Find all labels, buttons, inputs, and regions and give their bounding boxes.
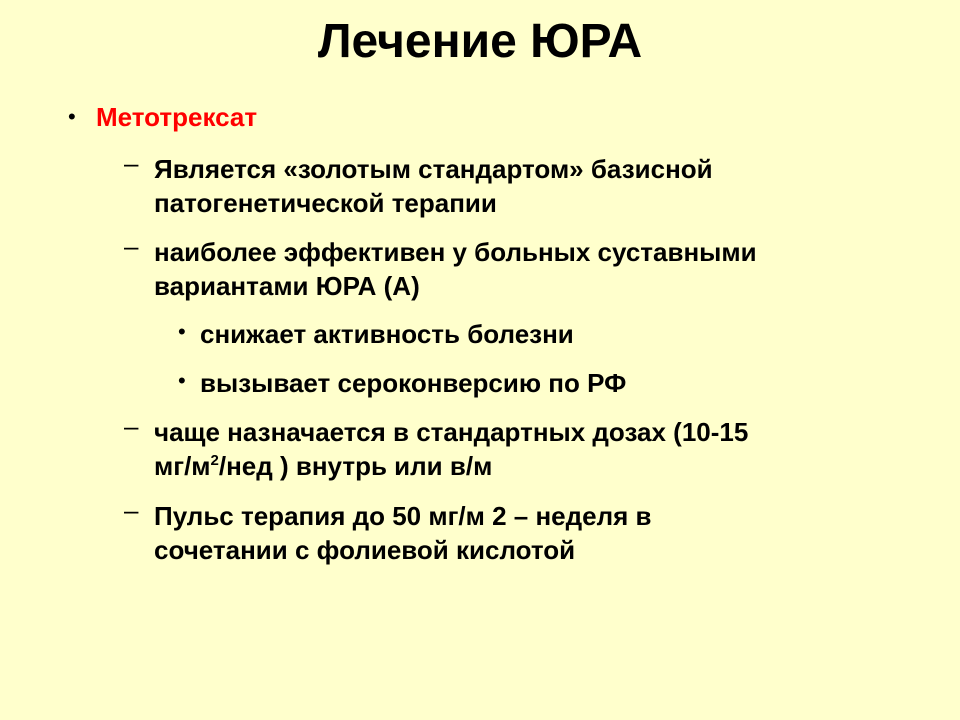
list-item-line: наиболее эффективен у больных суставными: [154, 237, 757, 267]
list-item-line: патогенетической терапии: [154, 188, 497, 218]
superscript: 2: [210, 452, 219, 469]
bullet-icon: •: [178, 368, 186, 393]
list-item: [124, 148, 924, 222]
dash-icon: –: [124, 411, 139, 441]
sub-list-item: [178, 317, 960, 353]
list-item-text: [154, 152, 713, 220]
list-item: [124, 411, 924, 485]
dash-icon: –: [124, 231, 139, 261]
sub-list-item-text: снижает активность болезни: [200, 319, 574, 349]
bullet-icon: •: [178, 319, 186, 344]
sub-list-item-text: вызывает сероконверсию по РФ: [200, 368, 627, 398]
sub-list-item: [178, 366, 960, 402]
list-item-line: /нед ) внутрь или в/м: [218, 451, 493, 481]
list-item-text: [154, 235, 757, 303]
main-bullet-label: Метотрексат: [96, 102, 258, 132]
list-item-text: [154, 499, 652, 567]
dash-icon: –: [124, 148, 139, 178]
bullet-icon: •: [68, 104, 76, 129]
list-item-line: Пульс терапия до 50 мг/м 2 – неделя в: [154, 501, 652, 531]
dash-icon: –: [124, 495, 139, 525]
slide-title: Лечение ЮРА: [317, 15, 643, 68]
list-item-line: вариантами ЮРА (А): [154, 271, 420, 301]
list-item: [124, 231, 924, 305]
list-item-line: сочетании с фолиевой кислотой: [154, 535, 576, 565]
list-item-text: [154, 415, 748, 483]
list-item-line: мг/м: [154, 451, 211, 481]
list-item: [124, 495, 924, 569]
list-item-line: Является «золотым стандартом» базисной: [154, 154, 713, 184]
list-item-line: чаще назначается в стандартных дозах (10-15: [154, 417, 749, 447]
